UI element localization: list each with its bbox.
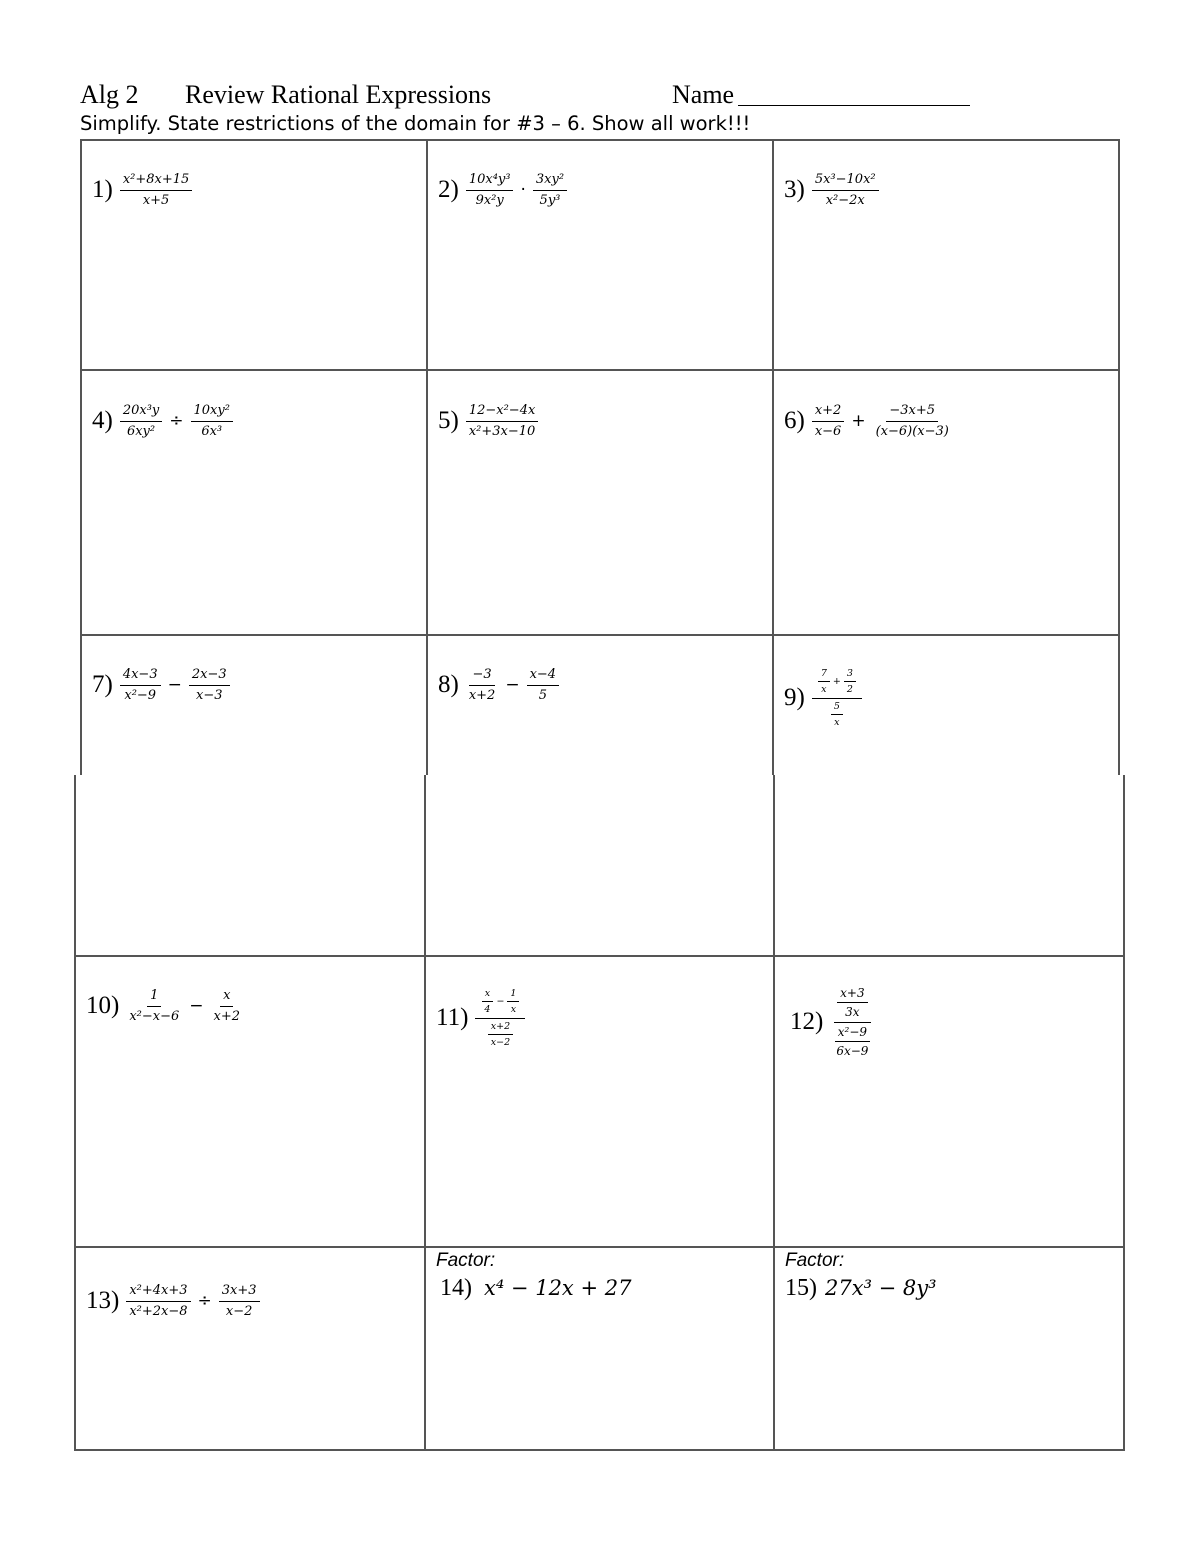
problem-8: 8) −3 x+2 − $\frac{x-4}{5}$ [438, 667, 562, 703]
problem-1: 1) x²+8x+15 x+5 [92, 172, 195, 208]
name-field[interactable] [738, 78, 970, 106]
problem-6: 6) x+2 x−6 + $\frac{-3x+5}{(x-6)(x-3)}$ [784, 403, 949, 439]
instructions: Simplify. State restrictions of the domain for #3 – 6. Show all work!!! [80, 112, 751, 135]
problem-15: 15) 27x³ − 8y³ [785, 1275, 937, 1301]
problem-9: 9) 7 x + $\frac{3}{2}$ 5 x [784, 668, 865, 729]
problem-3: 3) 5x³−10x² x²−2x [784, 172, 882, 208]
problem-14: 14) x⁴ − 12x + 27 [440, 1275, 632, 1301]
factor-label-14: Factor: [436, 1250, 496, 1271]
problem-4: 4) $\frac{\text{20x³y}}{\text{6xy²}}$ ÷ $\frac{\text{10xy²}}{\text{6x³}}$ [92, 403, 236, 439]
problem-11: 11) x 4 − $\frac{1}{x}$ x+2 x−2 [436, 988, 528, 1049]
problem-7: 7) 4x−3 x²−9 − $\frac{2x-3}{x-3}$ [92, 667, 233, 703]
problem-2: 2) 10x⁴y³ 9x²y · 3xy² 5y³ [438, 172, 570, 208]
worksheet-title: Review Rational Expressions [185, 80, 492, 109]
name-label: Name [672, 80, 735, 109]
problem-13: 13) $\frac{\text{x²+4x+3}}{\text{x²+2x−8}}$ ÷ $\frac{3x+3}{x-2}$ [86, 1283, 263, 1319]
factor-label-15: Factor: [785, 1250, 845, 1271]
problem-5: 5) 12−x²−4x x²+3x−10 [438, 403, 541, 439]
problem-12: 12) x+3 3x x²−9 6x−9 [790, 986, 877, 1059]
course-label: Alg 2 [80, 80, 139, 109]
problem-10: 10) 1 x²−x−6 − $\frac{x}{x+2}$ [86, 988, 241, 1024]
